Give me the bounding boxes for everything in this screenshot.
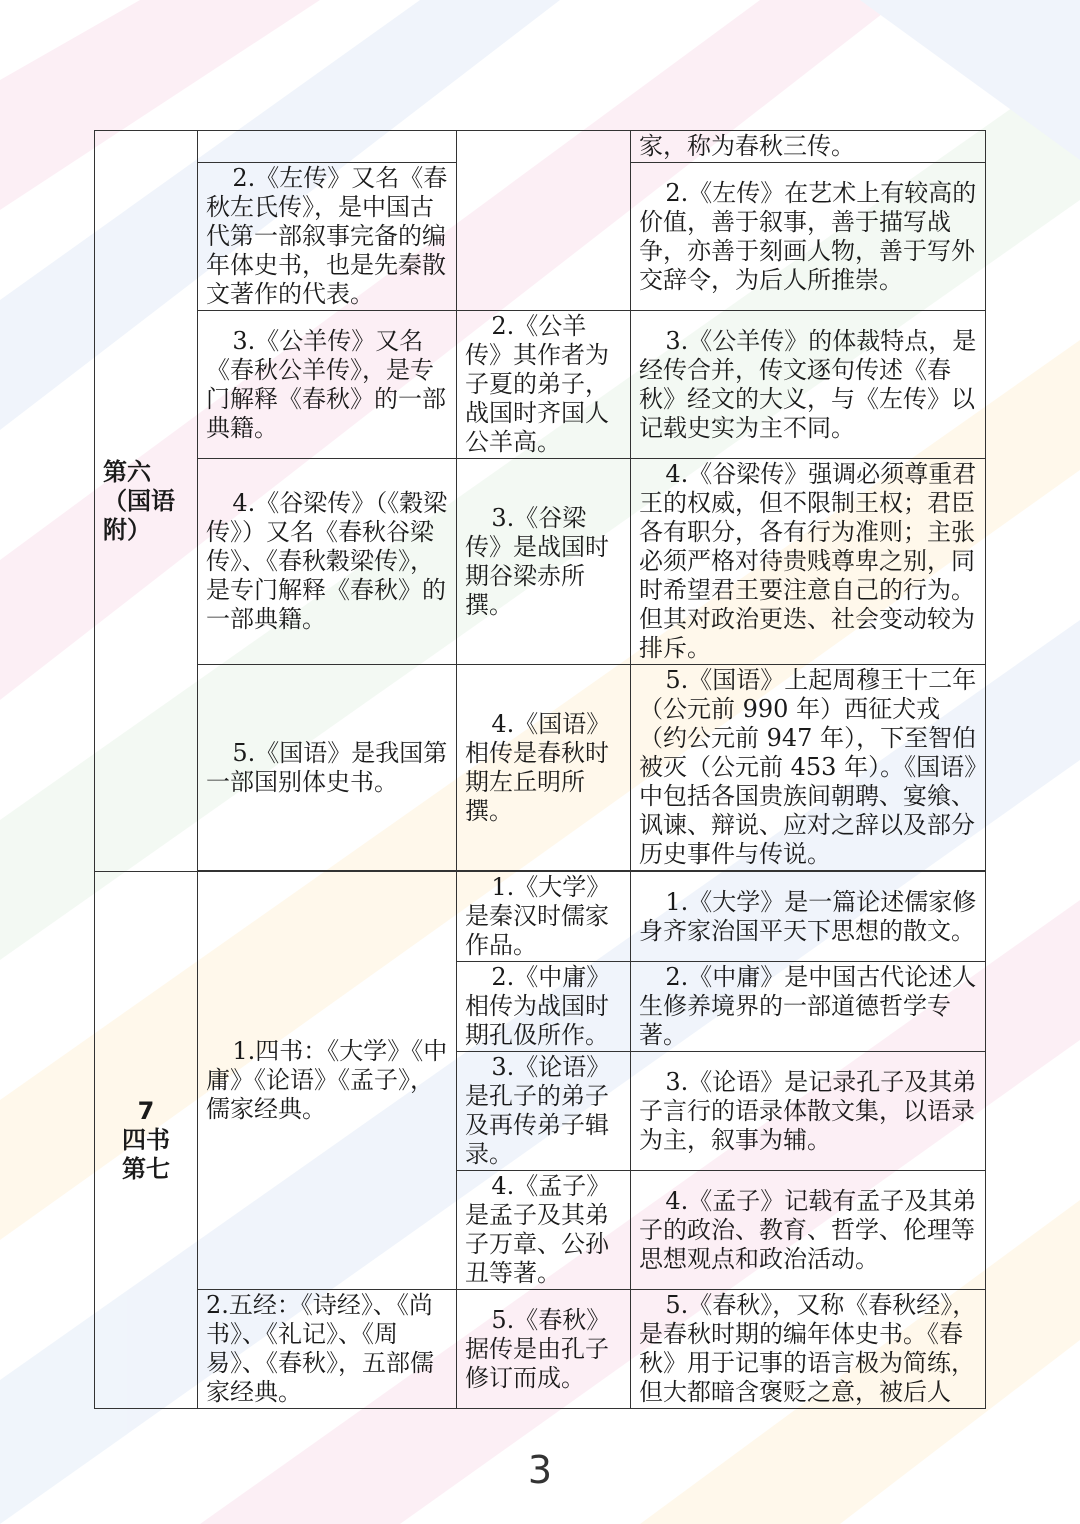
table-cell: 4.《谷梁传》（《穀梁传》）又名《春秋谷梁传》、《春秋穀梁传》，是专门解释《春秋》的一部典籍。 bbox=[198, 459, 457, 665]
table-cell: 1.《大学》是秦汉时儒家作品。 bbox=[457, 872, 631, 962]
table-cell: 2.五经：《诗经》、《尚书》、《礼记》、《周易》、《春秋》，五部儒家经典。 bbox=[198, 1290, 457, 1409]
table-cell bbox=[198, 131, 457, 163]
table-cell: 4.《国语》相传是春秋时期左丘明所撰。 bbox=[457, 665, 631, 871]
table-cell: 3.《论语》是记录孔子及其弟子言行的语录体散文集，以语录为主，叙事为辅。 bbox=[631, 1052, 986, 1171]
table-cell: 2.《公羊传》其作者为子夏的弟子，战国时齐国人公羊高。 bbox=[457, 311, 631, 459]
table-cell: 4.《谷梁传》强调必须尊重君王的权威，但不限制王权；君臣各有职分，各有行为准则；主张必须严格对待贵贱尊卑之别，同时希望君王要注意自己的行为。但其对政治更迭、社会变动较为排斥。 bbox=[631, 459, 986, 665]
table-cell: 5.《春秋》据传是由孔子修订而成。 bbox=[457, 1290, 631, 1409]
table-cell: 3.《论语》是孔子的弟子及再传弟子辑录。 bbox=[457, 1052, 631, 1171]
table-cell: 3.《公羊传》又名《春秋公羊传》，是专门解释《春秋》的一部典籍。 bbox=[198, 311, 457, 459]
table-cell: 1.《大学》是一篇论述儒家修身齐家治国平天下思想的散文。 bbox=[631, 872, 986, 962]
table-cell: 3.《谷梁传》是战国时期谷梁赤所撰。 bbox=[457, 459, 631, 665]
table-cell: 2.《中庸》是中国古代论述人生修养境界的一部道德哲学专著。 bbox=[631, 962, 986, 1052]
table-cell: 5.《春秋》，又称《春秋经》，是春秋时期的编年体史书。《春秋》用于记事的语言极为简练，但大都暗含褒贬之意，被后人 bbox=[631, 1290, 986, 1409]
table-cell: 3.《公羊传》的体裁特点，是经传合并，传文逐句传述《春秋》经文的大义，与《左传》以记载史实为主不同。 bbox=[631, 311, 986, 459]
table-row bbox=[95, 311, 986, 459]
table-cell: 4.《孟子》是孟子及其弟子万章、公孙丑等著。 bbox=[457, 1171, 631, 1290]
chapter-7-title: 四书第七 bbox=[121, 1125, 170, 1183]
table-cell: 4.《孟子》记载有孟子及其弟子的政治、教育、哲学、伦理等思想观点和政治活动。 bbox=[631, 1171, 986, 1290]
chapter-7-label bbox=[95, 872, 198, 1409]
table-row bbox=[95, 1290, 986, 1409]
table-cell: 2.《左传》又名《春秋左氏传》，是中国古代第一部叙事完备的编年体史书，也是先秦散文著作的代表。 bbox=[198, 163, 457, 311]
table-cell: 5.《国语》上起周穆王十二年（公元前 990 年）西征犬戎（约公元前 947 年），下至智伯被灭（公元前 453 年）。《国语》中包括各国贵族间朝聘、宴飨、讽谏、辩说、应对之辞以及部分历史事件与传说。 bbox=[631, 665, 986, 871]
content-table bbox=[94, 130, 986, 1409]
page-number: 3 bbox=[527, 1448, 553, 1492]
table-row bbox=[95, 459, 986, 665]
table-cell: 2.《左传》在艺术上有较高的价值，善于叙事，善于描写战争，亦善于刻画人物，善于写外交辞令，为后人所推崇。 bbox=[631, 163, 986, 311]
table-cell: 1.四书：《大学》《中庸》《论语》《孟子》，儒家经典。 bbox=[198, 872, 457, 1290]
table-row bbox=[95, 665, 986, 871]
table-row bbox=[95, 131, 986, 163]
table-row bbox=[95, 872, 986, 962]
chapter-6-label: 第六（国语附） bbox=[95, 131, 198, 872]
table-cell: 5.《国语》是我国第一部国别体史书。 bbox=[198, 665, 457, 871]
table-cell: 家，称为春秋三传。 bbox=[631, 131, 986, 163]
table-cell bbox=[457, 131, 631, 311]
table-cell: 2.《中庸》相传为战国时期孔伋所作。 bbox=[457, 962, 631, 1052]
chapter-7-number: 7 bbox=[137, 1096, 155, 1125]
